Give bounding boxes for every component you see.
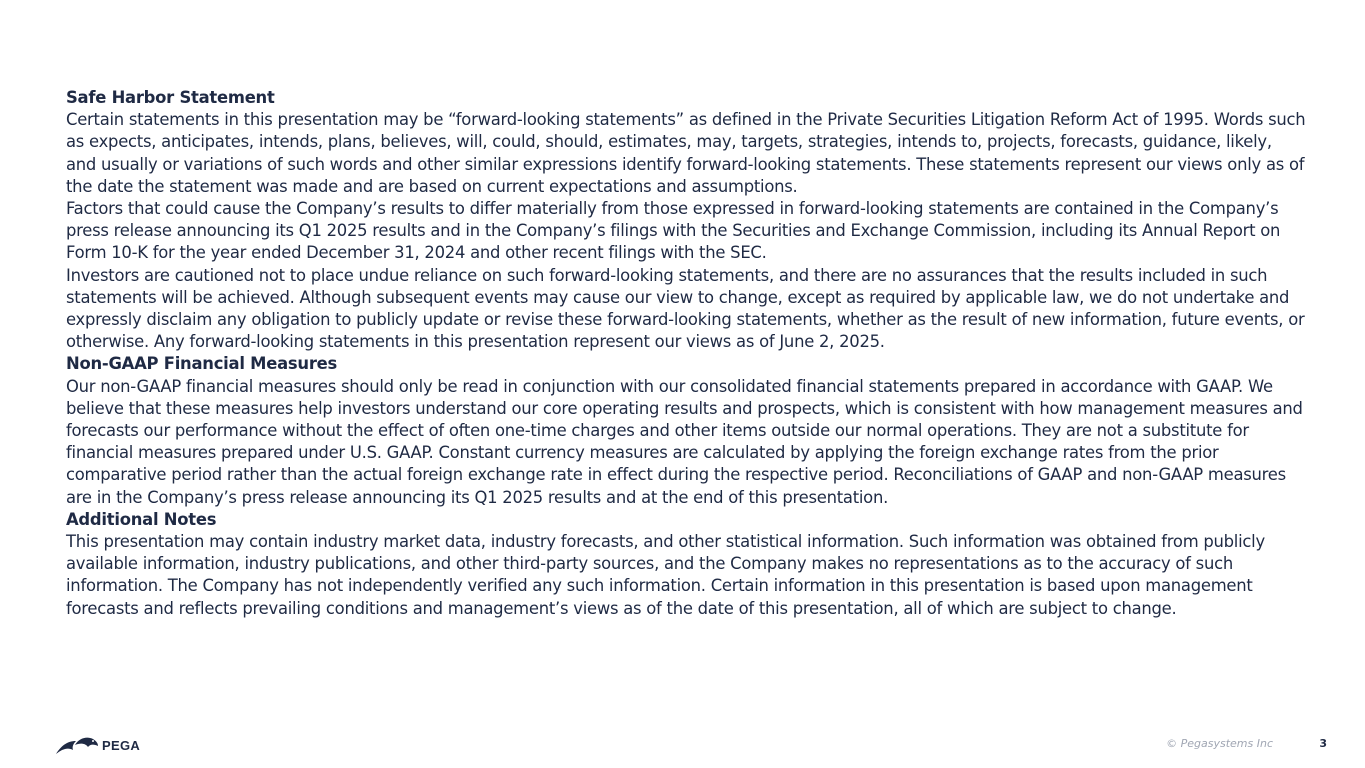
safe-harbor-paragraph-2: Factors that could cause the Company’s results to differ materially from those expressed in forward-looking statements are contained in the Company’s press release announcing its Q1 2025 results and in the Company’s filings with the Securities and Exchange Commission, including its Annual Report on Form 10-K for the year ended December 31, 2024 and other recent filings with the SEC. — [66, 199, 1281, 263]
disclaimer-body — [66, 87, 1306, 620]
page-number: 3 — [1319, 737, 1327, 750]
additional-notes-paragraph: This presentation may contain industry market data, industry forecasts, and other statistical information. Such information was obtained from publicly available information, industry publications, and other third-party sources, and the Company makes no representations as to the accuracy of such information. The Company has not independently verified any such information. Certain information in this presentation is based upon management forecasts and reflects prevailing conditions and management’s views as of the date of this presentation, all of which are subject to change. — [66, 532, 1265, 618]
non-gaap-heading: Non-GAAP Financial Measures — [66, 354, 338, 374]
non-gaap-paragraph: Our non-GAAP financial measures should only be read in conjunction with our consolidated financial statements prepared in accordance with GAAP. We believe that these measures help investors understand our core operating results and prospects, which is consistent with how management measures and forecasts our performance without the effect of often one-time charges and other items outside our normal operations. They are not a substitute for financial measures prepared under U.S. GAAP. Constant currency measures are calculated by applying the foreign exchange rates from the prior comparative period rather than the actual foreign exchange rate in effect during the respective period. Reconciliations of GAAP and non-GAAP measures are in the Company’s press release announcing its Q1 2025 results and at the end of this presentation. — [66, 376, 1303, 507]
copyright-notice: © Pegasystems Inc — [1166, 737, 1273, 750]
pega-logo-text: PEGA — [102, 737, 141, 753]
pega-logo — [55, 734, 140, 756]
safe-harbor-paragraph-3: Investors are cautioned not to place undue reliance on such forward-looking statements, and there are no assurances that the results included in such statements will be achieved. Although subsequent events may cause our view to change, except as required by applicable law, we do not undertake and expressly disclaim any obligation to publicly update or revise these forward-looking statements, whether as the result of new information, future events, or otherwise. Any forward-looking statements in this presentation represent our views as of June 2, 2025. — [66, 265, 1305, 352]
safe-harbor-paragraph-1: Certain statements in this presentation may be “forward-looking statements” as defined in the Private Securities Litigation Reform Act of 1995. Words such as expects, anticipates, intends, plans, believes, will, could, should, estimates, may, targets, strategies, intends to, projects, forecasts, guidance, likely, and usually or variations of such words and other similar expressions identify forward-looking statements. These statements represent our views only as of the date the statement was made and are based on current expectations and assumptions. — [66, 110, 1306, 196]
pega-logo-icon — [55, 735, 99, 755]
safe-harbor-heading: Safe Harbor Statement — [66, 88, 275, 107]
additional-notes-heading: Additional Notes — [66, 509, 217, 529]
